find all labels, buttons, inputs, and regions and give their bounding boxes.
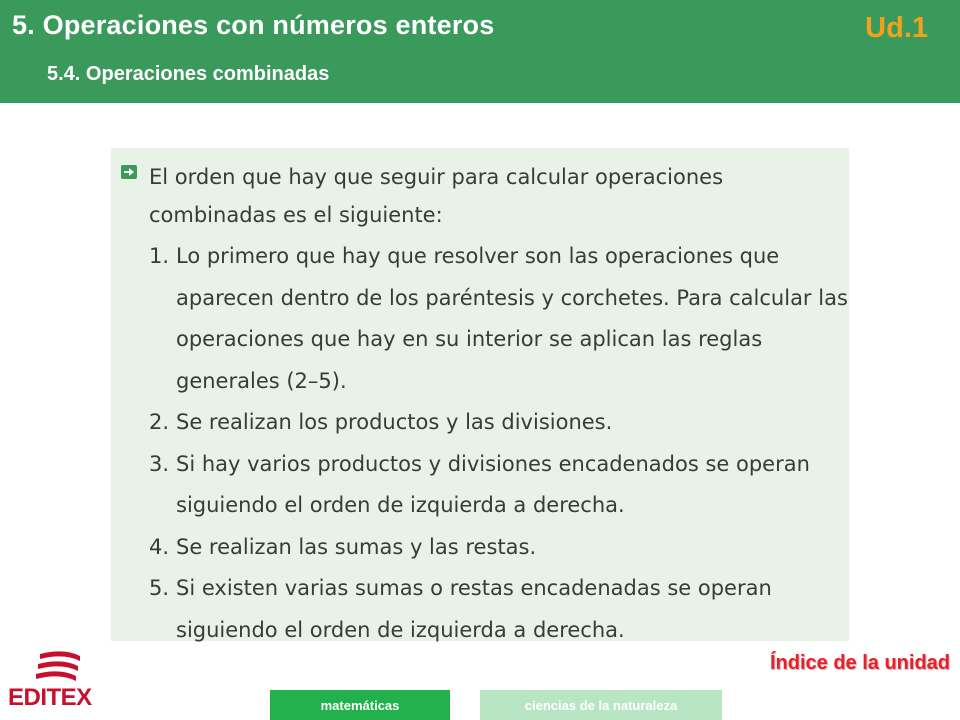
step-text: Lo primero que hay que resolver son las operaciones que aparecen dentro de los paréntesis y corchetes. Para calcular las operaciones que hay en su interior se aplican las reglas generales (2–5). bbox=[176, 244, 848, 393]
editex-logo bbox=[8, 650, 104, 712]
arrow-right-icon bbox=[121, 165, 137, 179]
tab-matematicas[interactable]: matemáticas bbox=[270, 690, 450, 720]
step-number: 3. bbox=[149, 451, 170, 476]
section-subtitle: 5.4. Operaciones combinadas bbox=[47, 63, 330, 85]
step-number: 5. bbox=[149, 576, 170, 600]
step-number: 1. bbox=[149, 244, 170, 268]
page-title: 5. Operaciones con números enteros bbox=[12, 10, 495, 40]
header-bar bbox=[0, 0, 960, 103]
steps-list bbox=[149, 236, 849, 651]
list-item bbox=[149, 236, 849, 402]
step-text: Se realizan los productos y las divisiones. bbox=[176, 410, 613, 434]
step-text: Se realizan las sumas y las restas. bbox=[176, 534, 537, 559]
intro-text: El orden que hay que seguir para calcular operaciones combinadas es el siguiente: bbox=[149, 165, 724, 227]
step-number: 2. bbox=[149, 410, 170, 434]
list-item bbox=[149, 527, 849, 569]
unit-index-link[interactable]: Índice de la unidad bbox=[769, 652, 950, 674]
content-panel bbox=[111, 148, 849, 641]
list-item bbox=[149, 444, 849, 527]
tab-ciencias-naturaleza[interactable]: ciencias de la naturaleza bbox=[480, 690, 722, 720]
step-number: 4. bbox=[149, 534, 170, 559]
step-text: Si existen varias sumas o restas encadenadas se operan siguiendo el orden de izquierda a derecha. bbox=[176, 576, 772, 642]
unit-label: Ud.1 bbox=[865, 12, 928, 44]
logo-text: EDITEX bbox=[8, 684, 92, 711]
book-stack-icon bbox=[34, 650, 84, 686]
step-text: Si hay varios productos y divisiones encadenados se operan siguiendo el orden de izquierda a derecha. bbox=[176, 451, 810, 517]
list-item bbox=[149, 568, 849, 651]
list-item bbox=[149, 402, 849, 444]
